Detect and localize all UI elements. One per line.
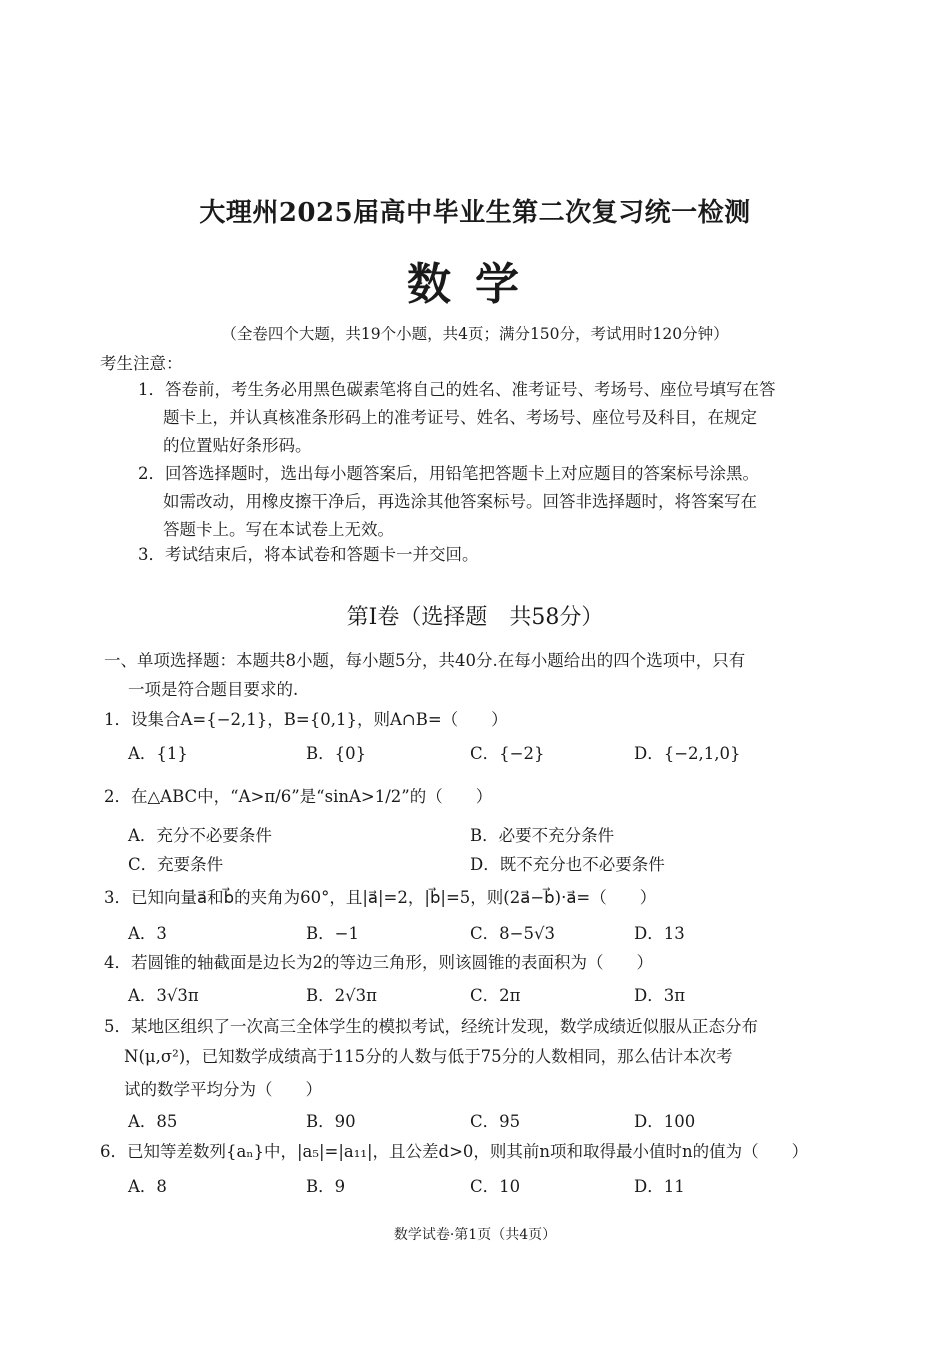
option-d: D．{−2,1,0}: [634, 744, 741, 763]
option-d: D．100: [634, 1112, 696, 1131]
option-a: A．3√3π: [128, 986, 199, 1005]
instruction-line: 3．考试结束后，将本试卷和答题卡一并交回。: [138, 545, 479, 564]
option-c: C．2π: [470, 986, 521, 1005]
exam-note: （全卷四个大题，共19个小题，共4页；满分150分，考试用时120分钟）: [221, 325, 729, 343]
option-a: A．{1}: [128, 744, 188, 763]
option-d: D．3π: [634, 986, 686, 1005]
question-stem: 6．已知等差数列{aₙ}中，|a₅|=|a₁₁|，且公差d>0，则其前n项和取得最小值时n的值为（ ）: [100, 1142, 809, 1161]
instruction-line: 1．答卷前，考生务必用黑色碳素笔将自己的姓名、准考证号、考场号、座位号填写在答: [138, 380, 776, 399]
instruction-line: 2．回答选择题时，选出每小题答案后，用铅笔把答题卡上对应题目的答案标号涂黑。: [138, 464, 759, 483]
option-a: A．85: [128, 1112, 178, 1131]
option-b: B．90: [306, 1112, 356, 1131]
question-stem: 4．若圆锥的轴截面是边长为2的等边三角形，则该圆锥的表面积为（ ）: [104, 953, 653, 972]
option-c: C．10: [470, 1177, 521, 1196]
option-a: A．3: [128, 924, 167, 943]
part-heading: 一项是符合题目要求的.: [128, 680, 299, 699]
option-b: B．2√3π: [306, 986, 377, 1005]
option-b: B．9: [306, 1177, 346, 1196]
section-title: 第Ⅰ卷（选择题 共58分）: [346, 605, 604, 630]
page-footer: 数学试卷·第1页（共4页）: [393, 1227, 557, 1243]
instruction-line: 题卡上，并认真核准条形码上的准考证号、姓名、考场号、座位号及科目，在规定: [163, 408, 757, 427]
part-heading: 一、单项选择题：本题共8小题，每小题5分，共40分.在每小题给出的四个选项中，只有: [104, 651, 746, 670]
option-c: C．充要条件: [128, 855, 224, 874]
option-a: A．8: [128, 1177, 167, 1196]
instruction-line: 的位置贴好条形码。: [163, 436, 312, 455]
question-stem: N(μ,σ²)，已知数学成绩高于115分的人数与低于75分的人数相同，那么估计本次考: [124, 1047, 733, 1066]
exam-title: 大理州2025届高中毕业生第二次复习统一检测: [199, 198, 751, 228]
subject-title: 数学: [407, 259, 543, 310]
instructions-heading: 考生注意：: [100, 354, 183, 373]
option-b: B．必要不充分条件: [470, 826, 615, 845]
question-stem: 5．某地区组织了一次高三全体学生的模拟考试，经统计发现，数学成绩近似服从正态分布: [104, 1017, 758, 1036]
option-a: A．充分不必要条件: [128, 826, 272, 845]
option-d: D．13: [634, 924, 685, 943]
question-stem: 1．设集合A={−2,1}，B={0,1}，则A∩B=（ ）: [104, 710, 508, 729]
instruction-line: 答题卡上。写在本试卷上无效。: [163, 520, 394, 539]
option-d: D．11: [634, 1177, 685, 1196]
option-d: D．既不充分也不必要条件: [470, 855, 665, 874]
option-b: B．{0}: [306, 744, 367, 763]
option-c: C．95: [470, 1112, 521, 1131]
question-stem: 试的数学平均分为（ ）: [124, 1080, 322, 1099]
question-stem: 2．在△ABC中，“A>π/6”是“sinA>1/2”的（ ）: [104, 787, 493, 806]
question-stem: 3．已知向量a⃗和b⃗的夹角为60°，且|a⃗|=2，|b⃗|=5，则(2a⃗−b⃗)·a⃗=（ ）: [104, 888, 657, 907]
option-c: C．{−2}: [470, 744, 545, 763]
option-b: B．−1: [306, 924, 359, 943]
instruction-line: 如需改动，用橡皮擦干净后，再选涂其他答案标号。回答非选择题时，将答案写在: [163, 492, 757, 511]
option-c: C．8−5√3: [470, 924, 555, 943]
